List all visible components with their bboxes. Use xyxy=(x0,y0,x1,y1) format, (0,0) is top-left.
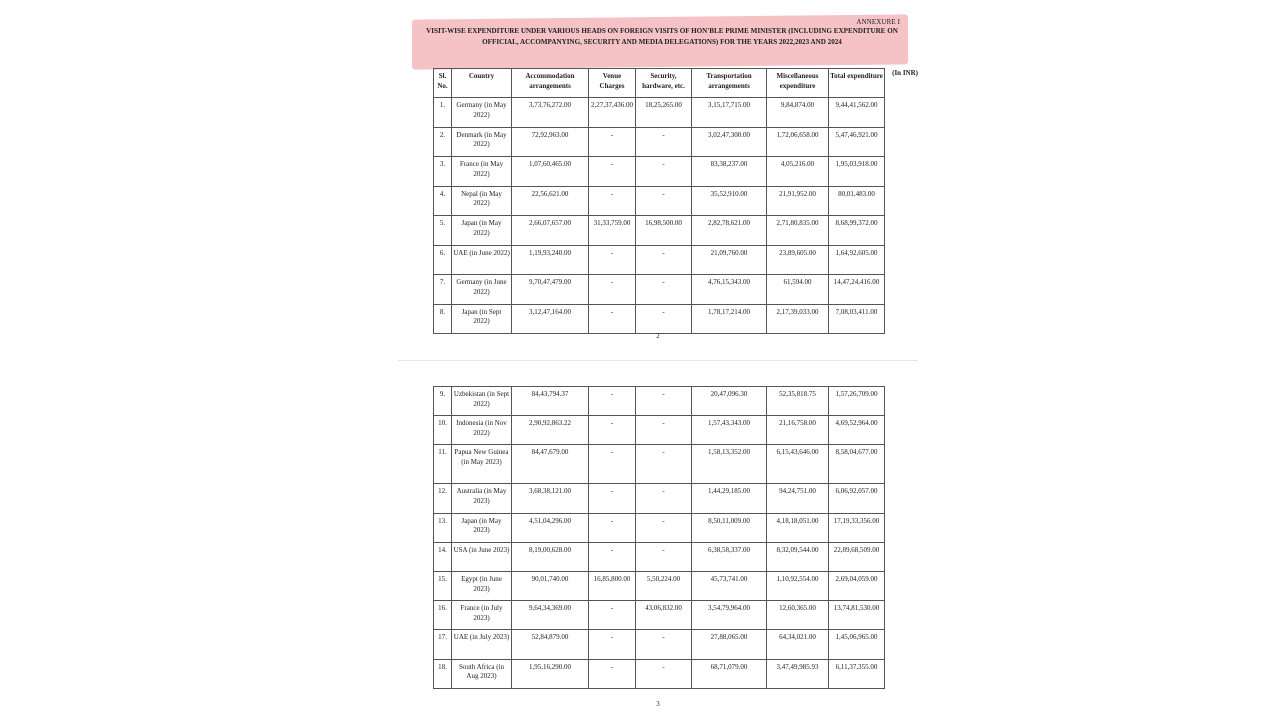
table-body xyxy=(434,98,885,334)
security-cell: - xyxy=(636,484,692,513)
accommodation-cell: 84,43,794.37 xyxy=(512,387,589,416)
venue-cell: - xyxy=(589,542,636,571)
total-cell: 17,19,33,356.00 xyxy=(829,513,885,542)
page-number: 2 xyxy=(656,332,660,340)
accommodation-cell: 3,73,76,272.00 xyxy=(512,98,589,128)
expenditure-table-page-3 xyxy=(433,386,885,689)
accommodation-cell: 9,64,34,369.00 xyxy=(512,601,589,630)
total-cell: 2,69,04,059.00 xyxy=(829,571,885,600)
transportation-cell: 1,78,17,214.00 xyxy=(692,304,767,334)
venue-cell: - xyxy=(589,484,636,513)
venue-cell: - xyxy=(589,127,636,157)
miscellaneous-cell: 64,34,021.00 xyxy=(767,630,829,659)
country-cell: Denmark (in May 2022) xyxy=(452,127,512,157)
accommodation-cell: 4,51,04,296.00 xyxy=(512,513,589,542)
security-cell: - xyxy=(636,416,692,445)
country-cell: Germany (in May 2022) xyxy=(452,98,512,128)
transportation-cell: 35,52,910.00 xyxy=(692,186,767,216)
table-row xyxy=(434,275,885,305)
accommodation-cell: 72,92,963.00 xyxy=(512,127,589,157)
country-cell: Nepal (in May 2022) xyxy=(452,186,512,216)
sl-no-cell: 3. xyxy=(434,157,452,187)
total-cell: 1,64,92,605.00 xyxy=(829,245,885,275)
transportation-cell: 3,15,17,715.00 xyxy=(692,98,767,128)
transportation-cell: 2,82,78,621.00 xyxy=(692,216,767,246)
venue-cell: - xyxy=(589,445,636,484)
country-cell: Papua New Guinea (in May 2023) xyxy=(452,445,512,484)
country-cell: South Africa (in Aug 2023) xyxy=(452,659,512,688)
miscellaneous-cell: 9,84,874.00 xyxy=(767,98,829,128)
table-row xyxy=(434,542,885,571)
accommodation-cell: 3,68,38,121.00 xyxy=(512,484,589,513)
table-row xyxy=(434,571,885,600)
country-cell: Japan (in Sept 2022) xyxy=(452,304,512,334)
sl-no-cell: 18. xyxy=(434,659,452,688)
security-cell: - xyxy=(636,127,692,157)
sl-no-cell: 16. xyxy=(434,601,452,630)
country-cell: Japan (in May 2022) xyxy=(452,216,512,246)
expenditure-table-page-2 xyxy=(433,68,885,334)
transportation-cell: 68,71,079.00 xyxy=(692,659,767,688)
accommodation-cell: 1,95,16,290.00 xyxy=(512,659,589,688)
venue-cell: - xyxy=(589,601,636,630)
venue-cell: - xyxy=(589,186,636,216)
security-cell: - xyxy=(636,157,692,187)
col-header-sl-no: Sl. No. xyxy=(434,69,452,98)
sl-no-cell: 12. xyxy=(434,484,452,513)
total-cell: 8,58,04,677.00 xyxy=(829,445,885,484)
accommodation-cell: 3,12,47,164.00 xyxy=(512,304,589,334)
venue-cell: - xyxy=(589,630,636,659)
table-row xyxy=(434,630,885,659)
accommodation-cell: 2,90,92,863.22 xyxy=(512,416,589,445)
sl-no-cell: 4. xyxy=(434,186,452,216)
total-cell: 9,44,41,562.00 xyxy=(829,98,885,128)
security-cell: - xyxy=(636,304,692,334)
total-cell: 6,06,92,057.00 xyxy=(829,484,885,513)
sl-no-cell: 5. xyxy=(434,216,452,246)
sl-no-cell: 13. xyxy=(434,513,452,542)
page-divider xyxy=(398,360,918,361)
accommodation-cell: 52,84,879.00 xyxy=(512,630,589,659)
col-header-accommodation: Accommodation arrangements xyxy=(512,69,589,98)
security-cell: 43,06,832.00 xyxy=(636,601,692,630)
accommodation-cell: 84,47,679.00 xyxy=(512,445,589,484)
col-header-transportation: Transportation arrangements xyxy=(692,69,767,98)
miscellaneous-cell: 52,35,818.75 xyxy=(767,387,829,416)
miscellaneous-cell: 2,71,80,835.00 xyxy=(767,216,829,246)
security-cell: - xyxy=(636,513,692,542)
sl-no-cell: 1. xyxy=(434,98,452,128)
table-row xyxy=(434,484,885,513)
annexure-label: ANNEXURE I xyxy=(856,18,900,26)
miscellaneous-cell: 2,17,39,033.00 xyxy=(767,304,829,334)
total-cell: 6,11,37,355.00 xyxy=(829,659,885,688)
accommodation-cell: 22,56,621.00 xyxy=(512,186,589,216)
table-row xyxy=(434,157,885,187)
country-cell: Australia (in May 2023) xyxy=(452,484,512,513)
country-cell: Germany (in June 2022) xyxy=(452,275,512,305)
miscellaneous-cell: 1,10,92,554.00 xyxy=(767,571,829,600)
security-cell: 16,98,500.00 xyxy=(636,216,692,246)
security-cell: 5,50,224.00 xyxy=(636,571,692,600)
venue-cell: 31,33,759.00 xyxy=(589,216,636,246)
miscellaneous-cell: 23,89,605.00 xyxy=(767,245,829,275)
table-row xyxy=(434,513,885,542)
miscellaneous-cell: 21,91,952.00 xyxy=(767,186,829,216)
accommodation-cell: 9,70,47,479.00 xyxy=(512,275,589,305)
venue-cell: - xyxy=(589,275,636,305)
table-row xyxy=(434,659,885,688)
security-cell: - xyxy=(636,186,692,216)
col-header-country: Country xyxy=(452,69,512,98)
col-header-total: Total expenditure xyxy=(829,69,885,98)
country-cell: USA (in June 2023) xyxy=(452,542,512,571)
sl-no-cell: 17. xyxy=(434,630,452,659)
sl-no-cell: 8. xyxy=(434,304,452,334)
table-row xyxy=(434,216,885,246)
total-cell: 5,47,46,921.00 xyxy=(829,127,885,157)
total-cell: 8,68,99,372.00 xyxy=(829,216,885,246)
total-cell: 14,47,24,416.00 xyxy=(829,275,885,305)
venue-cell: 16,85,800.00 xyxy=(589,571,636,600)
country-cell: Egypt (in June 2023) xyxy=(452,571,512,600)
security-cell: - xyxy=(636,542,692,571)
total-cell: 4,69,52,964.00 xyxy=(829,416,885,445)
total-cell: 1,57,26,709.00 xyxy=(829,387,885,416)
miscellaneous-cell: 4,18,18,051.00 xyxy=(767,513,829,542)
miscellaneous-cell: 3,47,49,985.93 xyxy=(767,659,829,688)
table-row xyxy=(434,186,885,216)
transportation-cell: 3,02,47,300.00 xyxy=(692,127,767,157)
sl-no-cell: 7. xyxy=(434,275,452,305)
transportation-cell: 45,73,741.00 xyxy=(692,571,767,600)
sl-no-cell: 2. xyxy=(434,127,452,157)
security-cell: - xyxy=(636,245,692,275)
transportation-cell: 8,50,11,009.00 xyxy=(692,513,767,542)
col-header-security: Security, hardware, etc. xyxy=(636,69,692,98)
table-header-row xyxy=(434,69,885,98)
security-cell: 18,25,265.00 xyxy=(636,98,692,128)
transportation-cell: 21,09,760.00 xyxy=(692,245,767,275)
table-row xyxy=(434,601,885,630)
accommodation-cell: 90,01,740.00 xyxy=(512,571,589,600)
country-cell: France (in July 2023) xyxy=(452,601,512,630)
miscellaneous-cell: 4,05,216.00 xyxy=(767,157,829,187)
miscellaneous-cell: 21,16,758.00 xyxy=(767,416,829,445)
transportation-cell: 4,76,15,343.00 xyxy=(692,275,767,305)
country-cell: UAE (in July 2023) xyxy=(452,630,512,659)
transportation-cell: 83,38,237.00 xyxy=(692,157,767,187)
sl-no-cell: 6. xyxy=(434,245,452,275)
miscellaneous-cell: 61,594.00 xyxy=(767,275,829,305)
miscellaneous-cell: 12,60,365.00 xyxy=(767,601,829,630)
total-cell: 80,01,483.00 xyxy=(829,186,885,216)
venue-cell: - xyxy=(589,304,636,334)
venue-cell: 2,27,37,436.00 xyxy=(589,98,636,128)
table-row xyxy=(434,304,885,334)
venue-cell: - xyxy=(589,513,636,542)
total-cell: 22,89,68,509.00 xyxy=(829,542,885,571)
document-page-2 xyxy=(400,0,916,358)
sl-no-cell: 11. xyxy=(434,445,452,484)
country-cell: Indonesia (in Nov 2022) xyxy=(452,416,512,445)
table-row xyxy=(434,387,885,416)
table-row xyxy=(434,127,885,157)
accommodation-cell: 8,19,00,628.00 xyxy=(512,542,589,571)
sl-no-cell: 15. xyxy=(434,571,452,600)
total-cell: 13,74,81,530.00 xyxy=(829,601,885,630)
accommodation-cell: 1,07,60,465.00 xyxy=(512,157,589,187)
security-cell: - xyxy=(636,630,692,659)
venue-cell: - xyxy=(589,157,636,187)
accommodation-cell: 1,19,93,240.00 xyxy=(512,245,589,275)
table-body xyxy=(434,387,885,689)
venue-cell: - xyxy=(589,659,636,688)
miscellaneous-cell: 1,72,06,658.00 xyxy=(767,127,829,157)
country-cell: France (in May 2022) xyxy=(452,157,512,187)
col-header-venue: Venue Charges xyxy=(589,69,636,98)
venue-cell: - xyxy=(589,416,636,445)
unit-label: (In INR) xyxy=(892,69,918,77)
transportation-cell: 1,44,29,185.00 xyxy=(692,484,767,513)
document-title: VISIT-WISE EXPENDITURE UNDER VARIOUS HEADS ON FOREIGN VISITS OF HON'BLE PRIME MINISTER (INCLUDING EXPENDITURE ON OFFICIAL, ACCOMPANYING, SECURITY AND MEDIA DELEGATIONS) FOR THE YEARS 2022,2023 AND 2024 xyxy=(426,27,898,46)
transportation-cell: 1,58,13,352.00 xyxy=(692,445,767,484)
miscellaneous-cell: 94,24,751.00 xyxy=(767,484,829,513)
transportation-cell: 27,88,065.00 xyxy=(692,630,767,659)
table-row xyxy=(434,416,885,445)
transportation-cell: 1,57,43,343.00 xyxy=(692,416,767,445)
country-cell: Uzbekistan (in Sept 2022) xyxy=(452,387,512,416)
sl-no-cell: 10. xyxy=(434,416,452,445)
document-page-3 xyxy=(400,362,916,720)
col-header-miscellaneous: Miscellaneous expenditure xyxy=(767,69,829,98)
page-number: 3 xyxy=(656,700,660,708)
country-cell: UAE (in June 2022) xyxy=(452,245,512,275)
security-cell: - xyxy=(636,275,692,305)
sl-no-cell: 14. xyxy=(434,542,452,571)
total-cell: 1,95,03,918.00 xyxy=(829,157,885,187)
table-row xyxy=(434,98,885,128)
miscellaneous-cell: 6,15,43,646.00 xyxy=(767,445,829,484)
security-cell: - xyxy=(636,659,692,688)
sl-no-cell: 9. xyxy=(434,387,452,416)
total-cell: 1,45,06,965.00 xyxy=(829,630,885,659)
table-row xyxy=(434,445,885,484)
transportation-cell: 6,38,58,337.00 xyxy=(692,542,767,571)
security-cell: - xyxy=(636,445,692,484)
miscellaneous-cell: 8,32,09,544.00 xyxy=(767,542,829,571)
venue-cell: - xyxy=(589,387,636,416)
security-cell: - xyxy=(636,387,692,416)
venue-cell: - xyxy=(589,245,636,275)
total-cell: 7,08,03,411.00 xyxy=(829,304,885,334)
table-row xyxy=(434,245,885,275)
transportation-cell: 3,54,79,964.00 xyxy=(692,601,767,630)
transportation-cell: 20,47,096.30 xyxy=(692,387,767,416)
accommodation-cell: 2,66,07,657.00 xyxy=(512,216,589,246)
country-cell: Japan (in May 2023) xyxy=(452,513,512,542)
